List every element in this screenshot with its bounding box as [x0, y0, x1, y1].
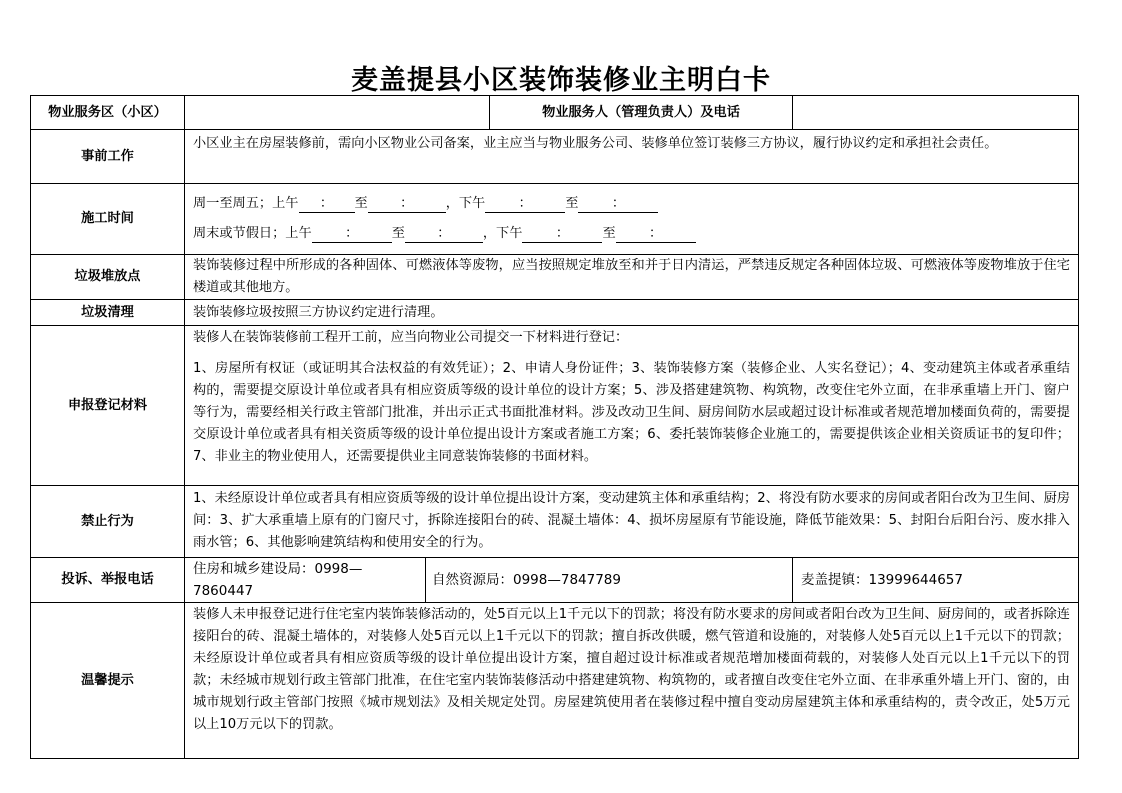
prework-row: [31, 130, 1079, 184]
garbage-place-label: 垃圾堆放点: [31, 255, 185, 300]
garbage-place-row: [31, 255, 1079, 300]
complaint-row: [31, 558, 1079, 603]
property-manager-label: 物业服务人（管理负责人）及电话: [490, 96, 793, 130]
weekday-schedule: 周一至周五；上午 ： 至 ： ，下午 ： 至 ：: [193, 189, 1070, 219]
registration-text: 1、房屋所有权证（或证明其合法权益的有效凭证）；2、申请人身份证件；3、装饰装修方案（装修企业、人实名登记）；4、变动建筑主体或者承重结构的，需要提交原设计单位或者具有相应资质等级的设计单位的设计方案；5、涉及搭建建筑物、构筑物，改变住宅外立面，在非承重墙上开门、窗户等行为，需要经相关行政主管部门批准，并出示正式书面批准材料。涉及改动卫生间、厨房间防水层或超过设计标准或者规范增加楼面负荷的，需要提交原设计单位或者具有相关资质等级的设计单位提出设计方案或者施工方案；6、委托装饰装修企业施工的，需要提供该企业相关资质证书的复印件；7、非业主的物业使用人，还需要提供业主同意装饰装修的书面材料。: [193, 361, 1070, 464]
prework-label: 事前工作: [31, 130, 185, 184]
prohibited-row: [31, 486, 1079, 558]
garbage-clean-text: 装饰装修垃圾按照三方协议约定进行清理。: [193, 304, 444, 320]
registration-intro: 装修人在装饰装修前工程开工前，应当向物业公司提交一下材料进行登记：: [193, 330, 629, 345]
property-area-label: 物业服务区（小区）: [31, 96, 185, 130]
prohibited-text: 1、未经原设计单位或者具有相应资质等级的设计单位提出设计方案，变动建筑主体和承重结构；2、将没有防水要求的房间或者阳台改为卫生间、厨房间：3、扩大承重墙上原有的门窗尺寸，拆除连接阳台的砖、混凝土墙体：4、损坏房屋原有节能设施，降低节能效果：5、封阳台后阳台污、废水排入雨水管；6、其他影响建筑结构和使用安全的行为。: [193, 491, 1070, 550]
weekday-am-start-field[interactable]: ：: [299, 194, 355, 213]
weekday-pm-start-field[interactable]: ：: [485, 194, 565, 213]
weekend-am-end-field[interactable]: ：: [405, 224, 483, 243]
complaint-town: 麦盖提镇：13999644657: [793, 558, 1079, 603]
weekend-schedule: 周末或节假日；上午 ： 至 ： ，下午 ： 至 ：: [193, 219, 1070, 249]
complaint-housing: 住房和城乡建设局：0998—7860447: [185, 558, 426, 603]
garbage-clean-label: 垃圾清理: [31, 300, 185, 326]
reminder-text: 装修人未申报登记进行住宅室内装饰装修活动的，处5百元以上1千元以下的罚款；将没有防水要求的房间或者阳台改为卫生间、厨房间的，或者拆除连接阳台的砖、混凝土墙体的，对装修人处5百元以上1千元以下的罚款；擅自拆改供暖，燃气管道和设施的，对装修人处5百元以上1千元以下的罚款；未经原设计单位或者具有相应资质等级的设计单位提出设计方案，擅自超过设计标准或者规范增加楼面荷载的，对装修人处百元以上1千元以下的罚款；未经城市规划行政主管部门批准，在住宅室内装饰装修活动中搭建建筑物、构筑物的，或者擅自改变住宅外立面、在非承重外墙上开门、窗的，由城市规划行政主管部门按照《城市规划法》及相关规定处罚。房屋建筑使用者在装修过程中擅自变动房屋建筑主体和承重结构的，责令改正，处5万元以上10万元以下的罚款。: [193, 607, 1070, 732]
complaint-resources: 自然资源局：0998—7847789: [426, 558, 793, 603]
weekday-am-end-field[interactable]: ：: [368, 194, 446, 213]
info-card-table: [30, 95, 1079, 759]
garbage-place-text: 装饰装修过程中所形成的各种固体、可燃液体等废物，应当按照规定堆放至和并于日内清运，严禁违反规定各种固体垃圾、可燃液体等废物堆放于住宅楼道或其他地方。: [193, 258, 1070, 295]
schedule-row: [31, 184, 1079, 255]
property-area-value: [185, 96, 490, 130]
weekend-am-start-field[interactable]: ：: [312, 224, 392, 243]
prework-text: 小区业主在房屋装修前，需向小区物业公司备案，业主应当与物业服务公司、装修单位签订装修三方协议，履行协议约定和承担社会责任。: [193, 136, 998, 151]
reminder-row: [31, 603, 1079, 759]
weekend-pm-start-field[interactable]: ：: [522, 224, 602, 243]
registration-row: [31, 326, 1079, 486]
weekend-pm-end-field[interactable]: ：: [616, 224, 696, 243]
schedule-label: 施工时间: [31, 184, 185, 255]
reminder-label: 温馨提示: [31, 603, 185, 759]
prohibited-label: 禁止行为: [31, 486, 185, 558]
garbage-clean-row: [31, 300, 1079, 326]
complaint-label: 投诉、举报电话: [31, 558, 185, 603]
header-row: [31, 96, 1079, 130]
property-manager-value: [793, 96, 1079, 130]
page-title: 麦盖提县小区装饰装修业主明白卡: [351, 65, 771, 96]
registration-label: 申报登记材料: [31, 326, 185, 486]
weekday-pm-end-field[interactable]: ：: [578, 194, 658, 213]
